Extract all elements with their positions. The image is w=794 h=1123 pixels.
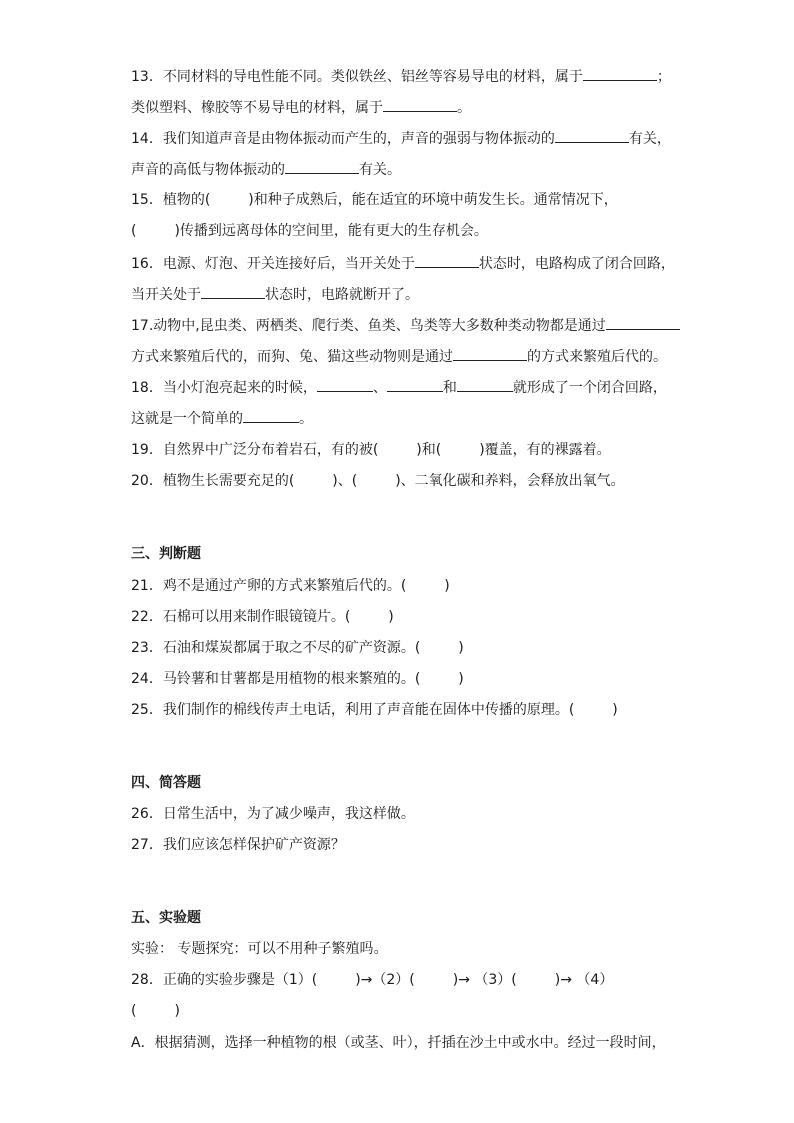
close-paren: ) [612,702,618,718]
question-text: )和种子成熟后，能在适宜的环境中萌发生长。通常情况下， [248,192,618,208]
question-text: )→（2）( [355,972,415,988]
answer-blank[interactable] [285,159,359,174]
question-text: )→ （3）( [452,972,517,988]
question-14-line-1 [131,128,671,149]
question-text: 状态时，电路就断开了。 [265,287,419,303]
question-text: 16．电源、灯泡、开关连接好后，当开关处于 [131,256,415,272]
question-16-line-1 [131,253,675,274]
answer-blank[interactable] [457,377,513,392]
question-text: 的方式来繁殖后代的。 [527,349,667,365]
experiment-intro: 实验： 专题探究：可以不用种子繁殖吗。 [131,941,388,957]
question-text: 18．当小灯泡亮起来的时候， [131,380,317,396]
answer-blank[interactable] [583,66,657,81]
question-text: ( [131,223,137,239]
question-text: )和( [416,442,442,458]
question-17-line-2 [131,346,667,367]
question-14-line-2 [131,159,401,180]
question-text: 14．我们知道声音是由物体振动而产生的，声音的强弱与物体振动的 [131,131,555,147]
question-text: 就形成了一个闭合回路， [512,380,667,396]
close-paren: ) [388,609,394,625]
question-text: 。 [299,411,313,427]
question-text: 21．鸡不是通过产卵的方式来繁殖后代的。( [131,578,407,594]
question-text: 有关， [628,131,671,147]
question-text: 20．植物生长需要充足的( [131,473,295,489]
question-text: 17.动物中,昆虫类、两栖类、爬行类、鱼类、鸟类等大多数种类动物都是通过 [131,318,606,334]
question-text: 状态时，电路构成了闭合回路， [478,256,675,272]
question-text: 13．不同材料的导电性能不同。类似铁丝、铝丝等容易导电的材料，属于 [131,69,583,85]
question-text: ) [174,1003,180,1019]
close-paren: ) [444,578,450,594]
answer-blank[interactable] [606,315,680,330]
answer-blank[interactable] [243,408,299,423]
question-17-line-1 [131,315,680,336]
question-22 [131,607,394,627]
section-4-title: 四、简答题 [131,775,201,791]
question-text: 15．植物的( [131,192,211,208]
question-26: 26．日常生活中，为了减少噪声，我这样做。 [131,806,415,822]
question-text: ； [656,69,671,85]
question-28-line-2 [131,1001,180,1021]
question-text: ( [131,1003,137,1019]
option-a: A．根据猜测，选择一种植物的根（或茎、叶），扦插在沙土中或水中。经过一段时间， [131,1035,666,1051]
question-text: 方式来繁殖后代的，而狗、兔、猫这些动物则是通过 [131,349,453,365]
question-text: )→ （4） [554,972,614,988]
question-text: 这就是一个简单的 [131,411,243,427]
question-13-line-2 [131,97,471,118]
question-18-line-1 [131,377,667,398]
question-15-line-1 [131,190,618,210]
question-text: 当开关处于 [131,287,201,303]
answer-blank[interactable] [453,346,527,361]
answer-blank[interactable] [317,377,373,392]
question-text: 19．自然界中广泛分布着岩石，有的被( [131,442,379,458]
question-28-line-1 [131,970,613,990]
question-text: 23．石油和煤炭都属于取之不尽的矿产资源。( [131,640,421,656]
answer-blank[interactable] [387,377,443,392]
section-5-title: 五、实验题 [131,910,201,926]
question-20 [131,471,625,491]
question-text: 24．马铃薯和甘薯都是用植物的根来繁殖的。( [131,671,421,687]
question-25 [131,700,618,720]
question-text: 25．我们制作的棉线传声土电话，利用了声音能在固体中传播的原理。( [131,702,575,718]
answer-blank[interactable] [415,253,479,268]
question-text: 类似塑料、橡胶等不易导电的材料，属于 [131,100,383,116]
section-3-title: 三、判断题 [131,546,201,562]
question-13-line-1 [131,66,671,87]
question-text: 。 [457,100,471,116]
question-text: 28．正确的实验步骤是（1）( [131,972,318,988]
close-paren: ) [458,671,464,687]
question-text: 、 [372,380,387,396]
question-text: )、二氧化碳和养料，会释放出氧气。 [395,473,625,489]
question-15-line-2 [131,221,488,241]
question-text: )、( [332,473,358,489]
question-19 [131,440,611,460]
question-23 [131,638,464,658]
question-18-line-2 [131,408,313,429]
question-text: 有关。 [359,162,401,178]
question-text: 22．石棉可以用来制作眼镜镜片。( [131,609,351,625]
close-paren: ) [458,640,464,656]
answer-blank[interactable] [201,284,265,299]
question-text: 和 [442,380,457,396]
answer-blank[interactable] [383,97,457,112]
answer-blank[interactable] [555,128,629,143]
question-text: )覆盖，有的裸露着。 [479,442,611,458]
question-24 [131,669,464,689]
question-text: )传播到远离母体的空间里，能有更大的生存机会。 [174,223,488,239]
question-21 [131,576,450,596]
question-16-line-2 [131,284,419,305]
question-27: 27．我们应该怎样保护矿产资源？ [131,837,345,853]
question-text: 声音的高低与物体振动的 [131,162,285,178]
